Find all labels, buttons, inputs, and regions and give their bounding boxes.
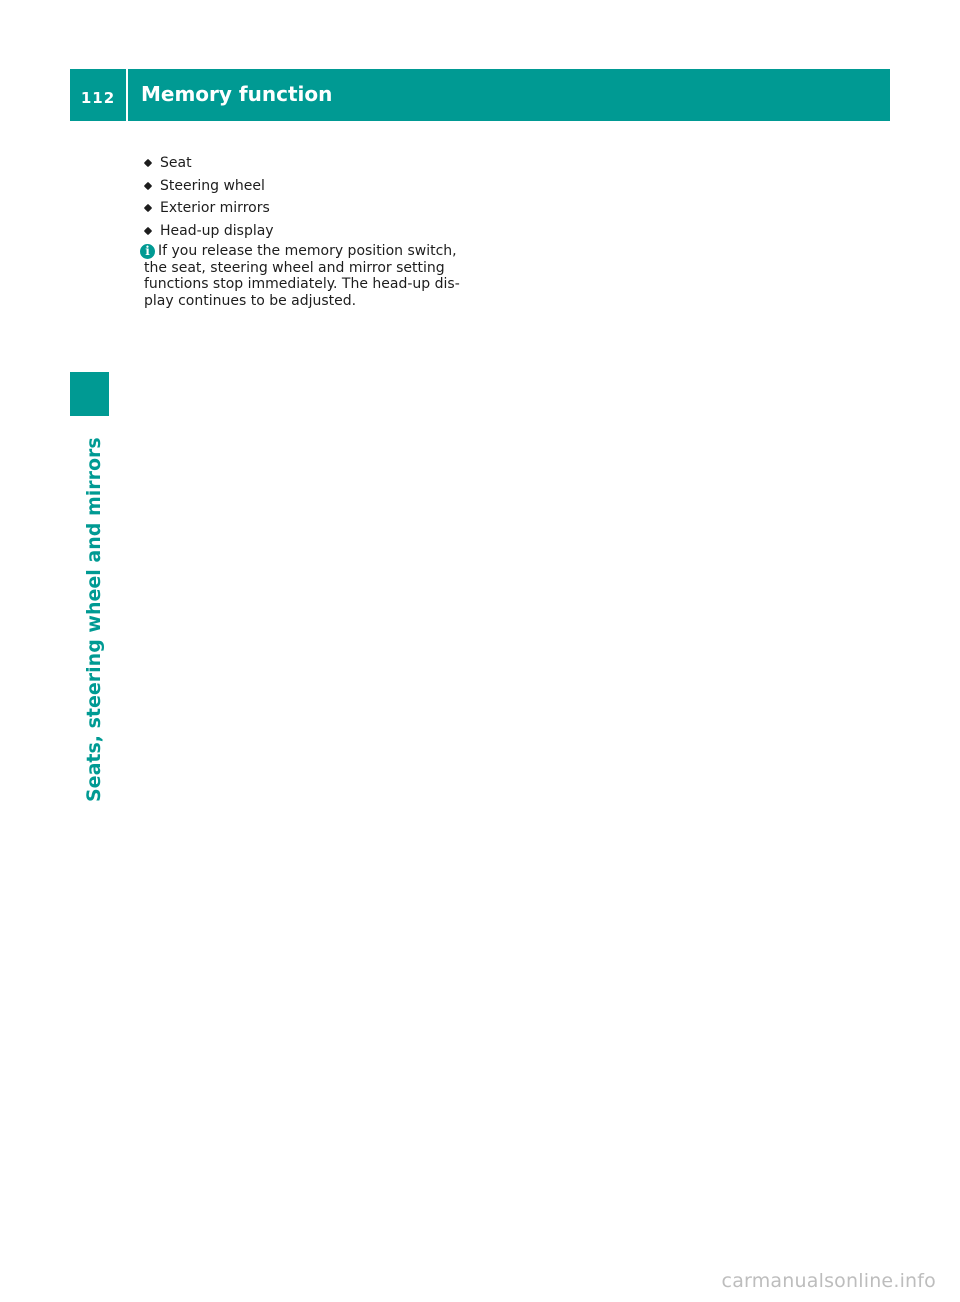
info-note: [144, 243, 474, 309]
bullet-icon: [144, 204, 152, 212]
side-tab-label: Seats, steering wheel and mirrors: [83, 437, 105, 802]
header-bar: [70, 69, 890, 121]
section-title: Memory function: [141, 82, 333, 106]
list-item: [144, 197, 474, 220]
content-area: [144, 152, 474, 309]
list-item-label: Head-up display: [160, 222, 274, 239]
list-item: [144, 220, 474, 243]
list-item-label: Seat: [160, 155, 192, 171]
side-tab-marker: [70, 372, 109, 416]
bullet-list: [144, 152, 474, 242]
info-icon: i: [140, 244, 155, 259]
page-number: 112: [80, 89, 116, 107]
list-item-label: Steering wheel: [160, 177, 265, 194]
watermark: carmanualsonline.info: [721, 1270, 936, 1292]
list-item-label: Exterior mirrors: [160, 200, 270, 217]
info-text: If you release the memory position switch, the seat, steering wheel and mirror setting functions stop immediately. The head-up dis- play continues to be adjusted.: [144, 243, 460, 309]
bullet-icon: [144, 159, 152, 167]
list-item: [144, 152, 474, 175]
bullet-icon: [144, 227, 152, 235]
bullet-icon: [144, 182, 152, 190]
list-item: [144, 175, 474, 198]
